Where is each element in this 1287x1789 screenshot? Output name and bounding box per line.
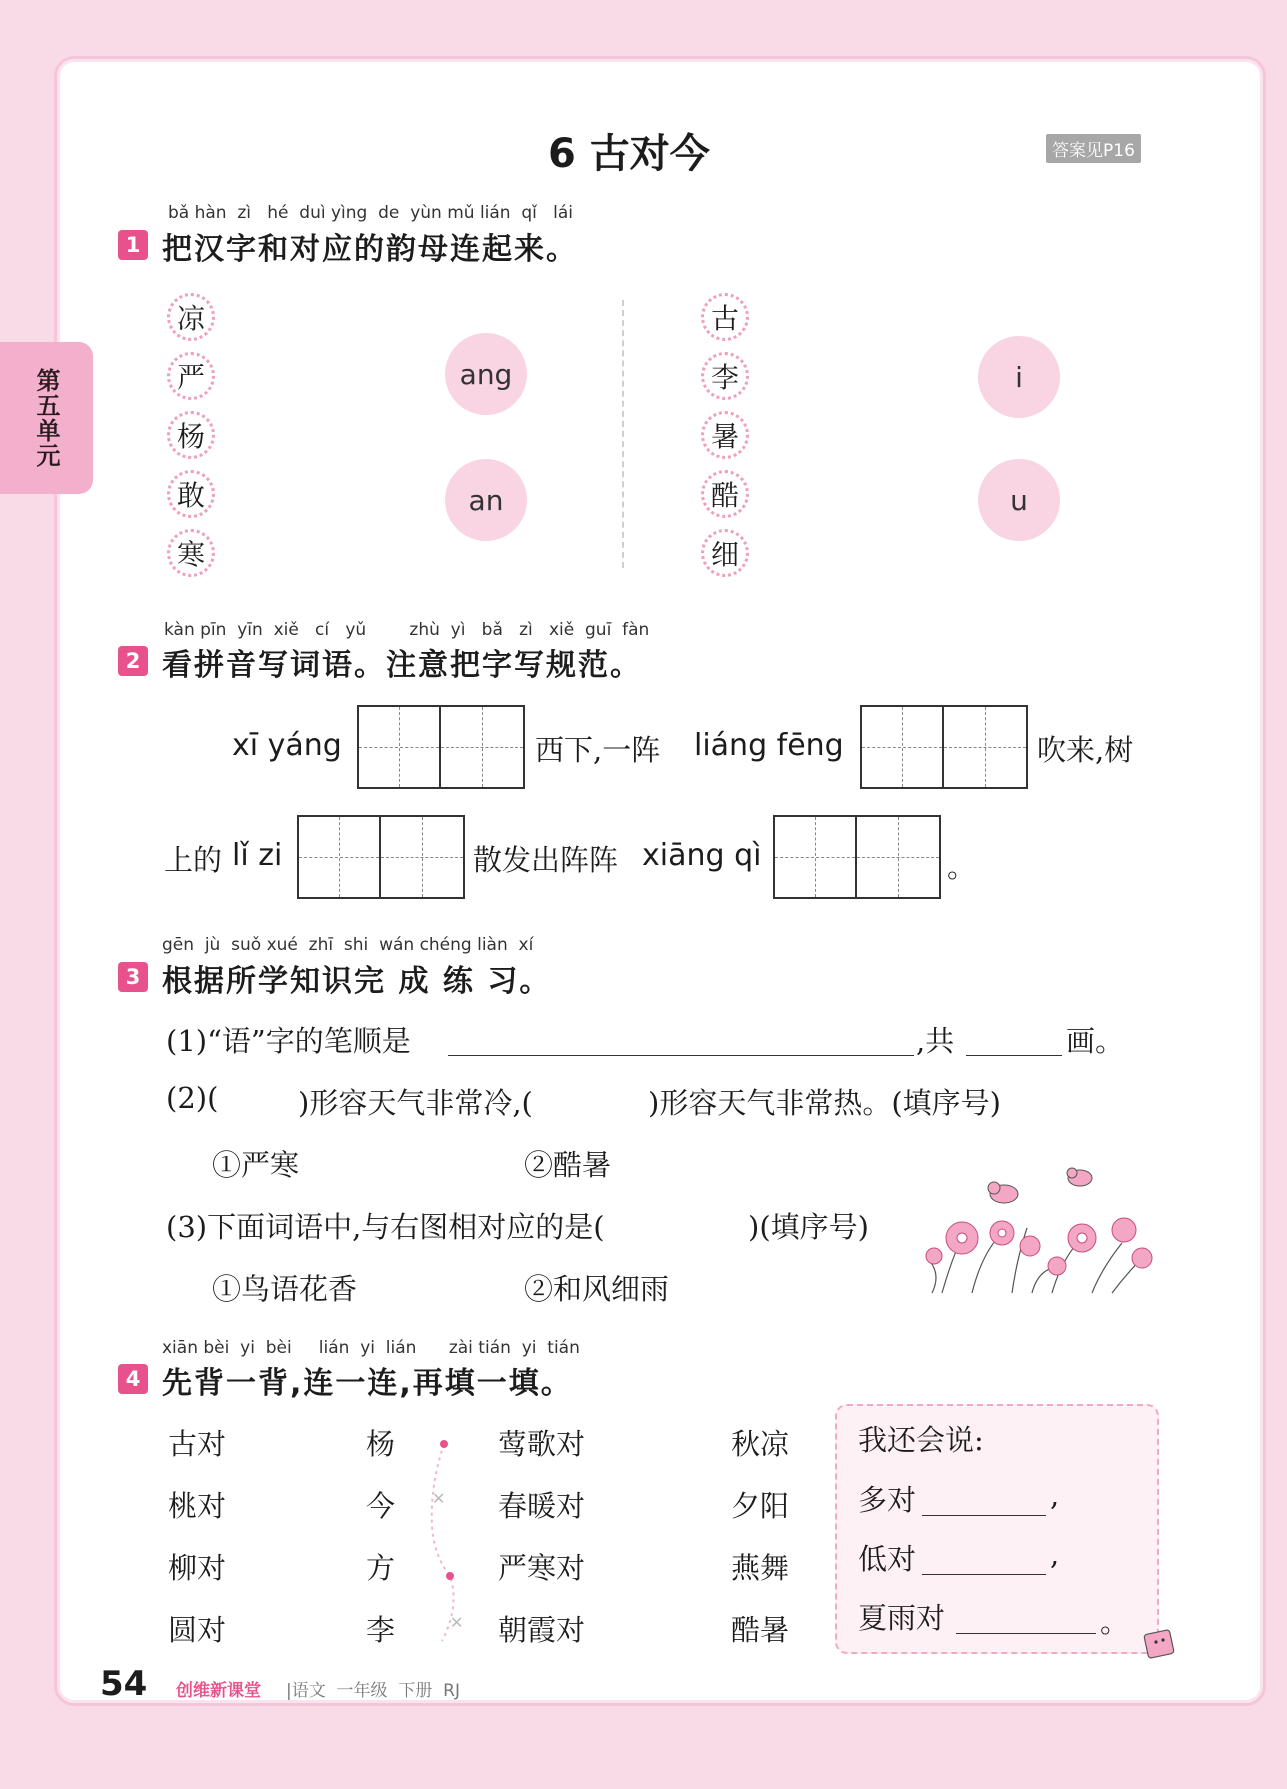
q3-sub1-end: 画。 [1066,1024,1125,1058]
q3-stroke-count-blank[interactable] [966,1054,1062,1056]
q4-col2-item[interactable]: 李 [366,1613,396,1647]
q4-col4-item[interactable]: 夕阳 [731,1489,790,1523]
page-number: 54 [100,1664,148,1704]
q3-option: ①严寒 [212,1148,300,1182]
q2-writing-grid[interactable] [297,815,465,899]
q1-right-char[interactable]: 暑 [701,411,749,459]
answer-reference-badge: 答案见P16 [1046,134,1141,163]
q1-right-char[interactable]: 细 [701,529,749,577]
q4-extension-suffix: , [1050,1537,1060,1571]
q3-number-badge: 3 [118,962,148,992]
q4-col2-item[interactable]: 今 [366,1489,396,1523]
q4-extension-prefix: 多对 [858,1483,917,1517]
q4-extension-suffix: , [1050,1478,1060,1512]
svg-text:✕: ✕ [450,1613,464,1632]
q4-col4-item[interactable]: 酷暑 [731,1613,790,1647]
unit-tab-label: 第五单元 [32,368,60,468]
q1-left-vowel[interactable]: ang [445,333,527,415]
q4-extension-suffix: 。 [1100,1605,1130,1639]
q2-writing-grid[interactable] [860,705,1028,789]
q2-pinyin-liangfeng: liáng fēng [694,728,844,763]
footer-brand: 创维新课堂 [176,1681,261,1701]
q3-instruction: 根据所学知识完 成 练 习。 [162,964,552,999]
q4-extension-prefix: 夏雨对 [858,1601,946,1635]
q4-pinyin: xiān bèi yi bèi lián yi lián zài tián yi tián [162,1338,580,1358]
q1-number-badge: 1 [118,230,148,260]
q4-col3-item[interactable]: 春暖对 [498,1489,586,1523]
q4-extension-prefix: 低对 [858,1542,917,1576]
q2-writing-grid[interactable] [357,705,525,789]
q3-sub2-answer-blank-2[interactable] [580,1082,640,1118]
q2-writing-grid[interactable] [773,815,941,899]
q2-text: 散发出阵阵 [473,843,619,877]
q4-col1-item: 圆对 [168,1613,227,1647]
q1-pinyin: bǎ hàn zì hé duì yìng de yùn mǔ lián qǐ lái [168,203,573,223]
q1-right-vowel[interactable]: u [978,459,1060,541]
q3-sub2-end: )形容天气非常热。(填序号) [648,1086,1001,1120]
q2-text: 上的 [164,843,223,877]
q1-instruction: 把汉字和对应的韵母连起来。 [162,232,578,267]
q3-pinyin: gēn jù suǒ xué zhī shi wán chéng liàn xí [162,935,534,955]
q1-left-char[interactable]: 敢 [167,470,215,518]
flowers-birds-illustration [912,1158,1162,1298]
q3-sub2-mid: )形容天气非常冷,( [298,1086,533,1120]
q4-col2-item[interactable]: 方 [366,1551,396,1585]
q1-left-char[interactable]: 凉 [167,293,215,341]
q1-right-char[interactable]: 酷 [701,470,749,518]
q1-left-char[interactable]: 寒 [167,529,215,577]
q1-right-char[interactable]: 李 [701,352,749,400]
q3-sub3-answer-blank[interactable] [676,1206,746,1242]
q2-instruction: 看拼音写词语。注意把字写规范。 [162,648,642,683]
q4-instruction: 先背一背,连一连,再填一填。 [162,1366,573,1401]
q4-col3-item[interactable]: 莺歌对 [498,1427,586,1461]
q1-right-char[interactable]: 古 [701,293,749,341]
q1-left-char[interactable]: 杨 [167,411,215,459]
q2-pinyin: kàn pīn yīn xiě cí yǔ zhù yì bǎ zì xiě guī fàn [164,620,650,640]
q2-number-badge: 2 [118,646,148,676]
q4-extension-blank[interactable] [956,1632,1096,1634]
q4-number-badge: 4 [118,1364,148,1394]
q4-col3-item[interactable]: 朝霞对 [498,1613,586,1647]
q3-option: ②和风细雨 [524,1272,670,1306]
q2-pinyin-xiyang: xī yáng [232,728,342,763]
q4-extension-blank[interactable] [922,1514,1046,1516]
svg-text:✕: ✕ [432,1489,446,1508]
q3-sub2-start: (2)( [166,1081,219,1115]
q3-sub3-end: )(填序号) [748,1210,869,1244]
q3-sub1: (1)“语”字的笔顺是 [166,1024,411,1058]
q4-col1-item: 古对 [168,1427,227,1461]
q2-pinyin-lizi: lǐ zi [232,838,283,873]
q4-extension-title: 我还会说: [858,1423,984,1457]
q2-text: 吹来,树 [1037,733,1134,767]
q3-option: ①鸟语花香 [212,1272,358,1306]
q4-col4-item[interactable]: 秋凉 [731,1427,790,1461]
q2-text: 西下,一阵 [535,733,661,767]
q4-extension-blank[interactable] [922,1573,1046,1575]
book-mascot-icon [1140,1624,1180,1664]
q4-col4-item[interactable]: 燕舞 [731,1551,790,1585]
unit-side-tab [0,342,93,494]
q4-connector-decoration [420,1426,470,1656]
q4-col3-item[interactable]: 严寒对 [498,1551,586,1585]
q1-divider [622,300,624,568]
q3-sub2-answer-blank-1[interactable] [234,1082,294,1118]
lesson-title: 6 古对今 [548,131,710,177]
q4-col1-item: 柳对 [168,1551,227,1585]
q4-col1-item: 桃对 [168,1489,227,1523]
q3-sub1-count: ,共 [916,1024,955,1058]
q1-right-vowel[interactable]: i [978,336,1060,418]
footer-book-info: |语文 一年级 下册 RJ [286,1681,460,1701]
q3-option: ②酷暑 [524,1148,612,1182]
q2-text: 。 [947,850,977,884]
q1-left-vowel[interactable]: an [445,459,527,541]
q3-sub3: (3)下面词语中,与右图相对应的是( [166,1210,605,1244]
q2-pinyin-xiangqi: xiāng qì [642,838,762,873]
q3-stroke-order-blank[interactable] [448,1054,914,1056]
q4-col2-item[interactable]: 杨 [366,1427,396,1461]
q1-left-char[interactable]: 严 [167,352,215,400]
